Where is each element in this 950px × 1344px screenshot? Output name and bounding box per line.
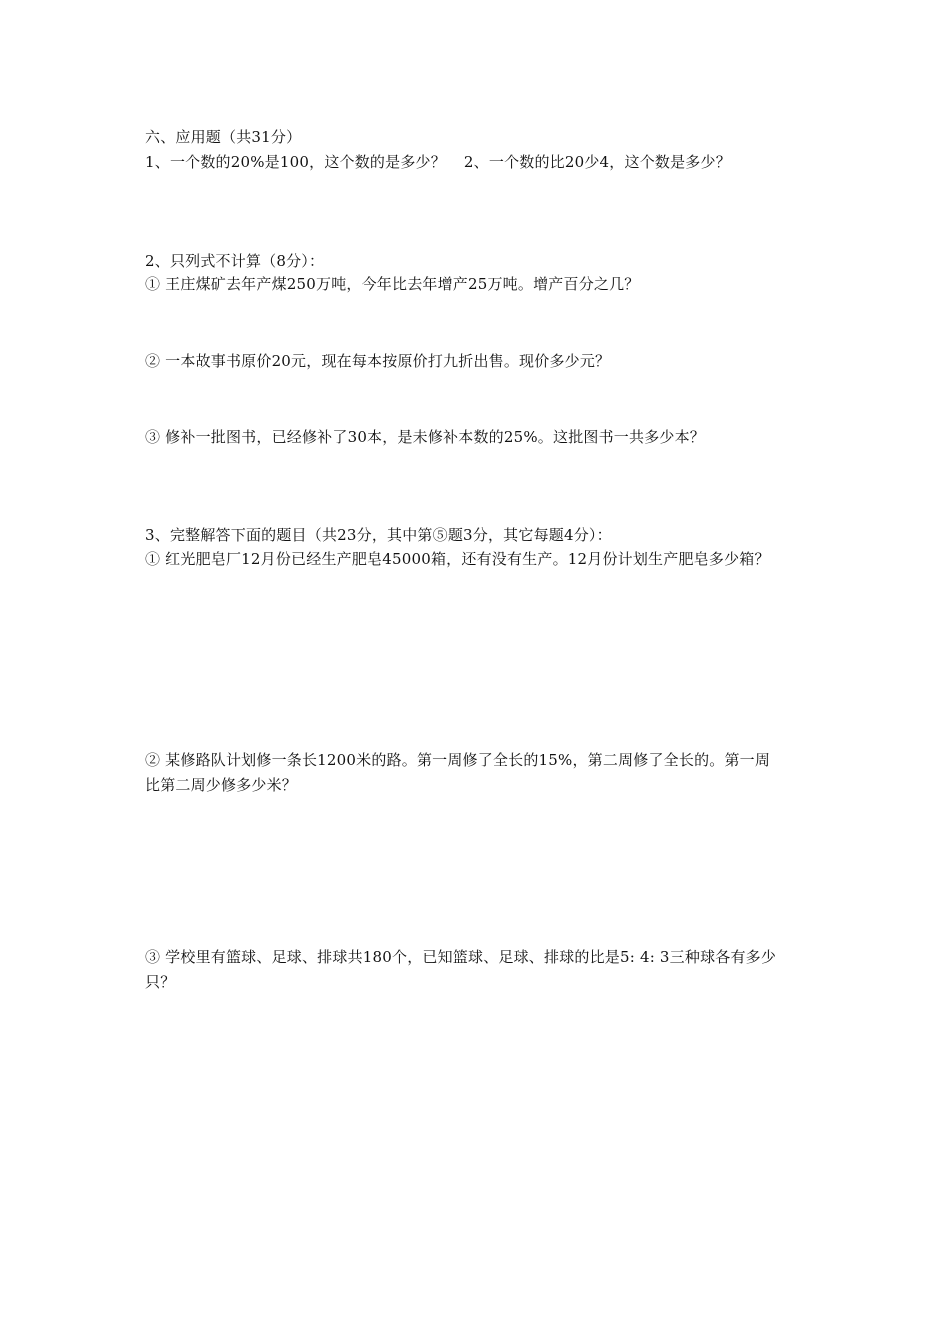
question-2-heading: 2、只列式不计算（8分）： [145,252,325,270]
question-3-item-3-line-1: ③ 学校里有篮球、足球、排球共180个，已知篮球、足球、排球的比是5: 4: 3三种球各有多少 [145,948,777,966]
question-3-heading: 3、完整解答下面的题目（共23分，其中第⑤题3分，其它每题4分）： [145,526,612,544]
question-2-item-2: ② 一本故事书原价20元，现在每本按原价打九折出售。现价多少元？ [145,352,611,370]
question-1b: 2、一个数的比20少4，这个数是多少？ [463,153,731,171]
question-1-row [145,151,731,173]
question-3-item-3-line-2: 只？ [145,973,176,991]
section-title: 六、应用题（共31分） [145,128,302,146]
question-2-item-1: ① 王庄煤矿去年产煤250万吨，今年比去年增产25万吨。增产百分之几？ [145,275,640,293]
question-3-item-2-line-1: ② 某修路队计划修一条长1200米的路。第一周修了全长的15%，第二周修了全长的。第一周 [145,751,771,769]
question-1a: 1、一个数的20%是100，这个数的是多少？ [145,153,446,171]
question-2-item-3: ③ 修补一批图书，已经修补了30本，是未修补本数的25%。这批图书一共多少本？ [145,428,705,446]
question-3-item-2-line-2: 比第二周少修多少米？ [145,776,298,794]
question-3-item-1: ① 红光肥皂厂12月份已经生产肥皂45000箱，还有没有生产。12月份计划生产肥皂多少箱？ [145,550,770,568]
